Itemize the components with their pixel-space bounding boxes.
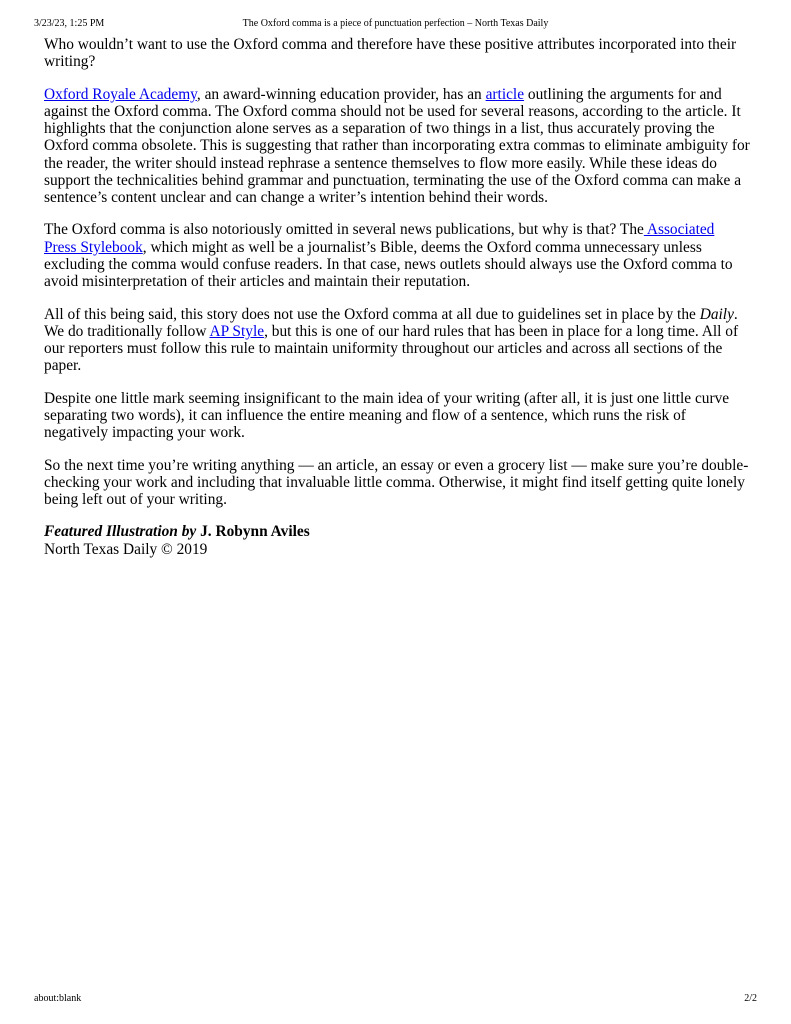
print-page-title: The Oxford comma is a piece of punctuation perfection – North Texas Daily xyxy=(242,18,549,29)
paragraph-daily-guidelines xyxy=(44,306,750,375)
paragraph-text: , but this is one of our hard rules that has been in place for a long time. All of our reporters must follow this rule to maintain uniformity throughout our articles and across all sections of the paper. xyxy=(44,322,739,375)
paragraph-insignificant-mark xyxy=(44,390,750,442)
illustration-credit xyxy=(44,523,750,540)
paragraph-text: Who wouldn’t want to use the Oxford comma and therefore have these positive attributes incorporated into their writing? xyxy=(44,36,737,71)
paragraph-text: The Oxford comma is also notoriously omitted in several news publications, but why is that? The xyxy=(44,221,644,239)
paragraph-text: , an award-winning education provider, has an xyxy=(196,85,486,103)
ap-style-link[interactable]: AP Style xyxy=(209,322,265,340)
article-body xyxy=(44,36,750,558)
copyright-notice: North Texas Daily © 2019 xyxy=(44,540,208,558)
associated-press-stylebook-link[interactable]: Associated Press Stylebook xyxy=(44,221,715,256)
print-header xyxy=(34,17,757,31)
paragraph-text: outlining the arguments for and against the Oxford comma. The Oxford comma should not be used for several reasons, according to the article. It highlights that the conjunction alone serves as a separation of two things in a list, thus accurately proving the Oxford comma obsolete. This is suggesting that rather than incorporating extra commas to eliminate ambiguity for the reader, the writer should instead rephrase a sentence themselves to flow more easily. While these ideas do support the technicalities behind grammar and punctuation, terminating the use of the Oxford comma can make a sentence’s content unclear and can change a writer’s intention behind their words. xyxy=(44,85,750,206)
paragraph-text: . We do traditionally follow xyxy=(44,305,738,340)
paragraph-text: All of this being said, this story does not use the Oxford comma at all due to guidelines set in place by the xyxy=(44,305,700,323)
paragraph-conclusion xyxy=(44,457,750,509)
paragraph-ap-stylebook xyxy=(44,221,750,290)
paragraph-intro-end xyxy=(44,36,750,70)
print-footer xyxy=(34,992,757,1006)
print-datetime: 3/23/23, 1:25 PM xyxy=(34,18,105,29)
paragraph-text: So the next time you’re writing anything — an article, an essay or even a grocery list — make sure you’re double-checking your work and including that invaluable little comma. Otherwise, it might find itself getting quite lonely being left out of your writing. xyxy=(44,456,749,508)
paragraph-text: Despite one little mark seeming insignificant to the main idea of your writing (after all, it is just one little curve separating two words), it can influence the entire meaning and flow of a sentence, which runs the risk of negatively impacting your work. xyxy=(44,389,730,442)
credit-name: J. Robynn Aviles xyxy=(200,523,310,541)
credit-label: Featured Illustration by xyxy=(44,523,197,541)
oxford-royale-academy-link[interactable]: Oxford Royale Academy xyxy=(44,85,197,103)
print-page-number: 2/2 xyxy=(744,993,757,1004)
daily-italic: Daily xyxy=(699,305,734,323)
article-link[interactable]: article xyxy=(485,85,525,103)
paragraph-oxford-royale xyxy=(44,86,750,206)
paragraph-text: , which might as well be a journalist’s Bible, deems the Oxford comma unnecessary unless excluding the comma would confuse readers. In that case, news outlets should always use the Oxford comma to avoid misinterpretation of their articles and maintain their reputation. xyxy=(44,238,733,291)
print-url: about:blank xyxy=(34,993,82,1004)
